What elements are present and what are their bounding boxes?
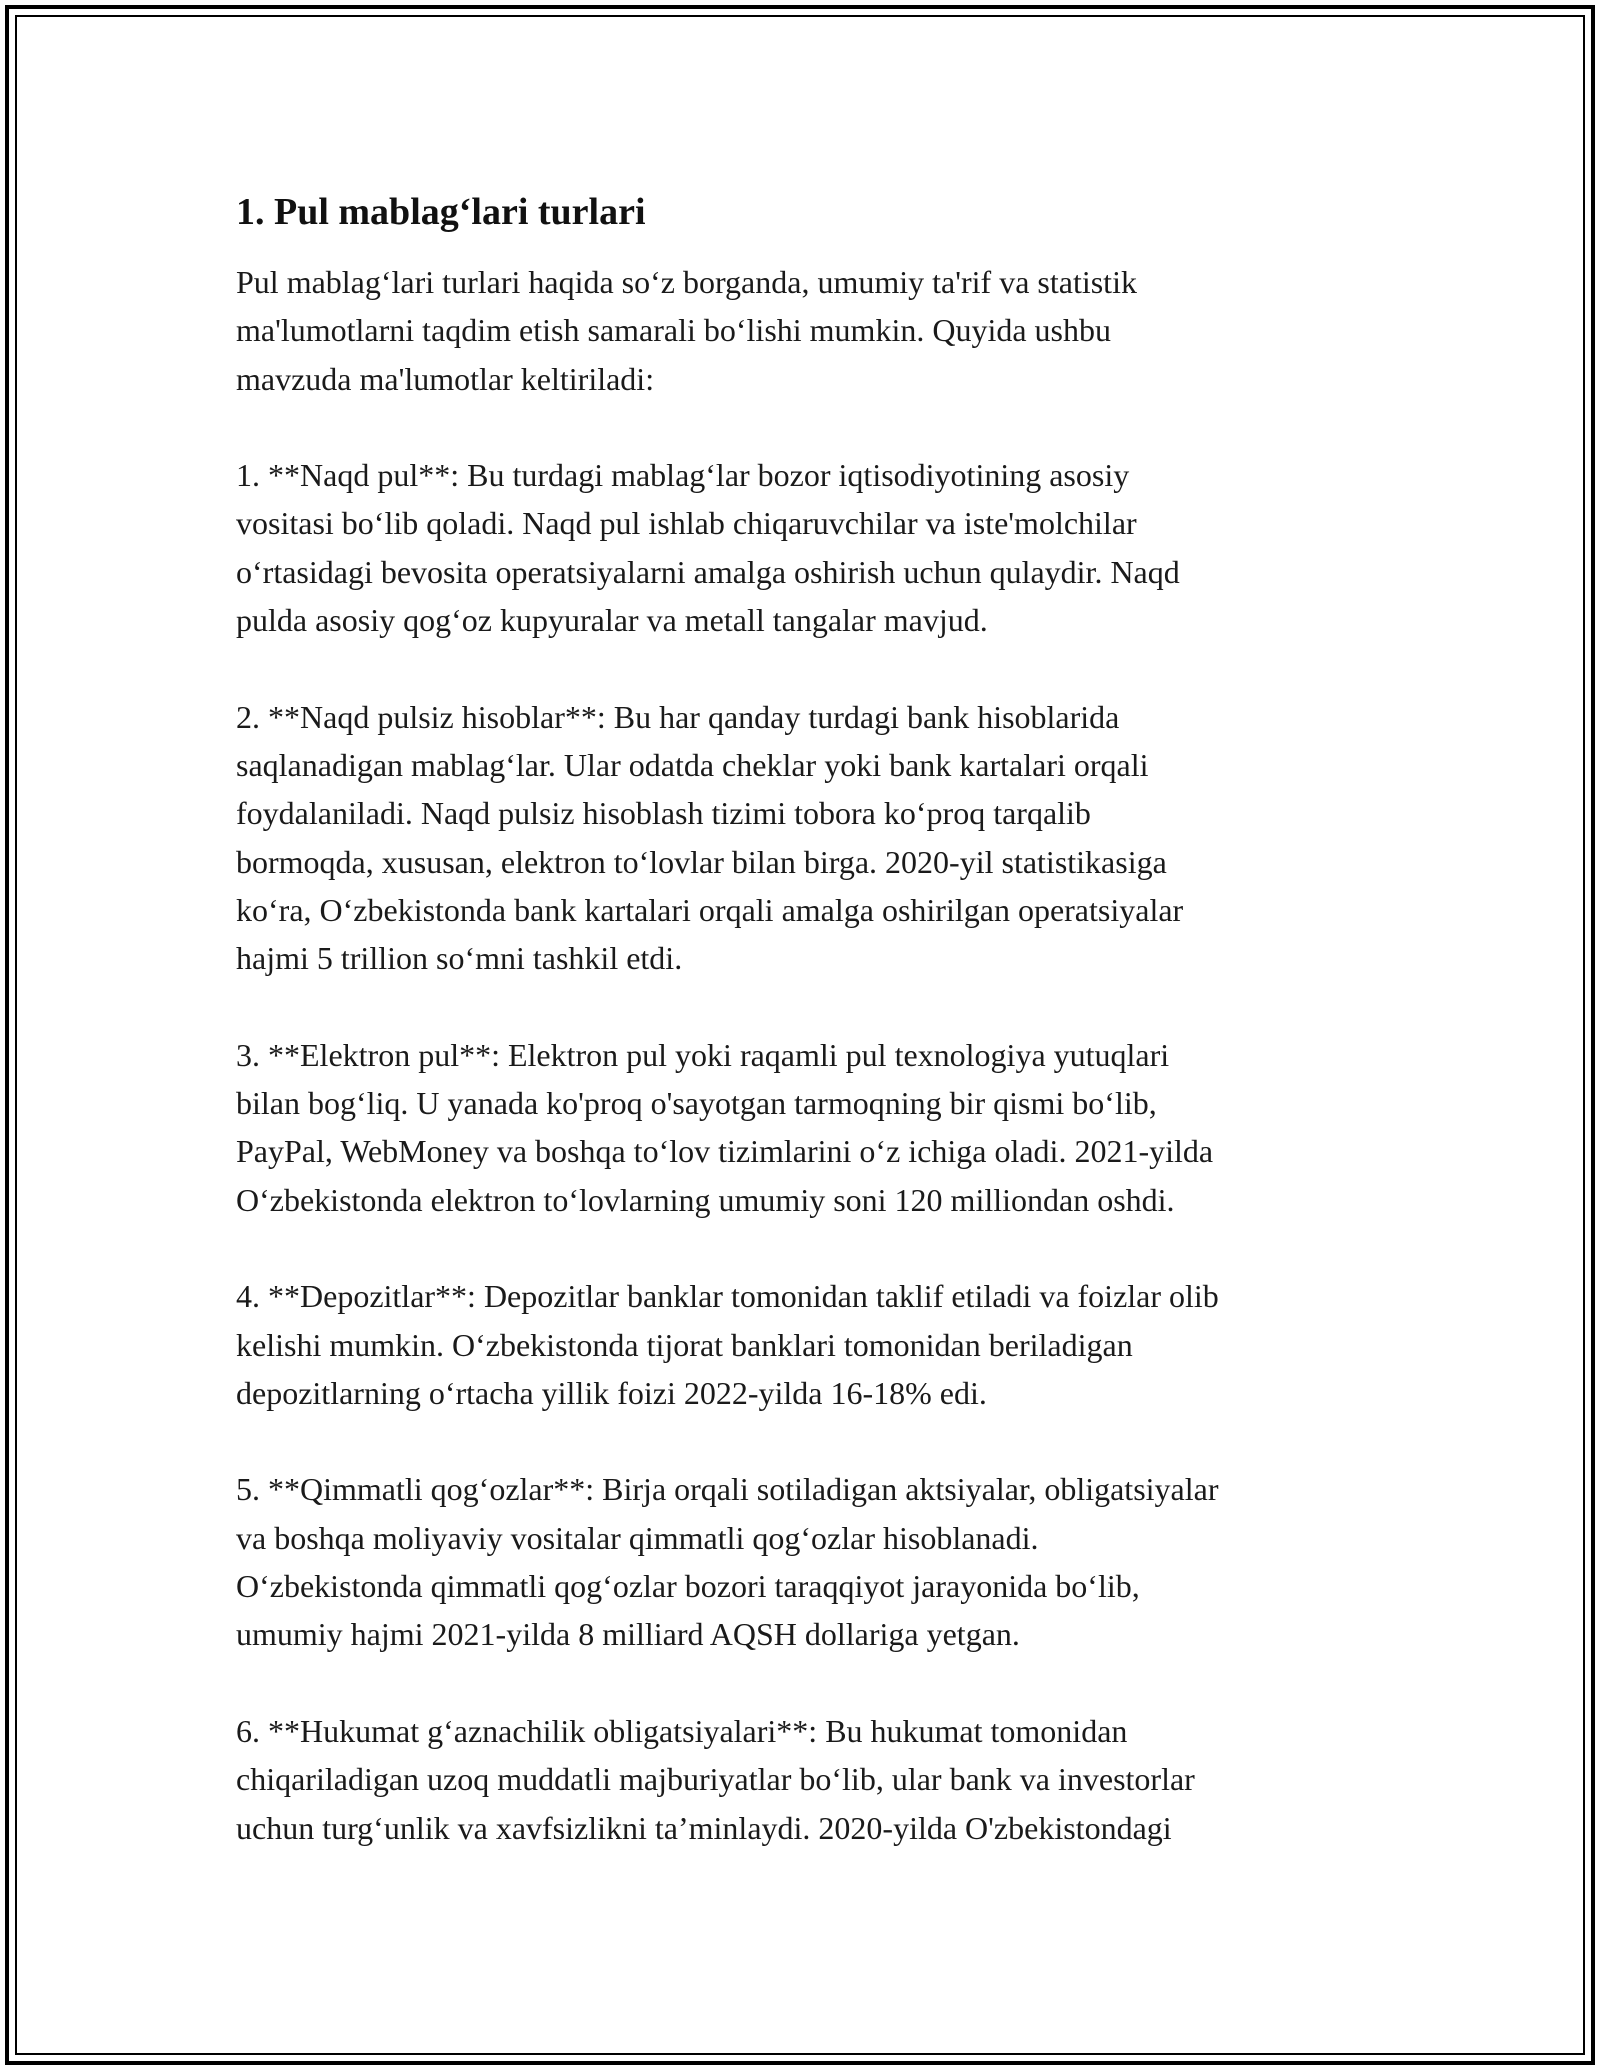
text-line: 1. **Naqd pul**: Bu turdagi mablag‘lar bozor iqtisodiyotining asosiy [236, 457, 1130, 494]
text-line: chiqariladigan uzoq muddatli majburiyatlar bo‘lib, ular bank va investorlar [236, 1761, 1195, 1798]
text-line: mavzuda ma'lumotlar keltiriladi: [236, 360, 655, 397]
paragraph-qimmatli-qogozlar [236, 1465, 1386, 1658]
text-line: bormoqda, xususan, elektron to‘lovlar bilan birga. 2020-yil statistikasiga [236, 843, 1167, 880]
document-body [236, 188, 1386, 1900]
paragraph-hukumat-obligatsiyalari [236, 1707, 1386, 1852]
text-line: 4. **Depozitlar**: Depozitlar banklar tomonidan taklif etiladi va foizlar olib [236, 1278, 1219, 1315]
paragraph-intro [236, 258, 1386, 403]
text-line: foydalaniladi. Naqd pulsiz hisoblash tizimi tobora ko‘proq tarqalib [236, 795, 1091, 832]
text-line: 3. **Elektron pul**: Elektron pul yoki raqamli pul texnologiya yutuqlari [236, 1036, 1170, 1073]
text-line: 5. **Qimmatli qog‘ozlar**: Birja orqali sotiladigan aktsiyalar, obligatsiyalar [236, 1471, 1219, 1508]
text-line: hajmi 5 trillion so‘mni tashkil etdi. [236, 940, 683, 977]
text-line: ma'lumotlarni taqdim etish samarali bo‘lishi mumkin. Quyida ushbu [236, 312, 1111, 349]
text-line: O‘zbekistonda elektron to‘lovlarning umumiy soni 120 milliondan oshdi. [236, 1181, 1175, 1218]
text-line: saqlanadigan mablag‘lar. Ular odatda cheklar yoki bank kartalari orqali [236, 746, 1149, 783]
document-title: 1. Pul mablag‘lari turlari [236, 191, 646, 233]
text-line: ko‘ra, O‘zbekistonda bank kartalari orqali amalga oshirilgan operatsiyalar [236, 891, 1184, 928]
text-line: pulda asosiy qog‘oz kupyuralar va metall tangalar mavjud. [236, 602, 988, 639]
text-line: PayPal, WebMoney va boshqa to‘lov tizimlarini o‘z ichiga oladi. 2021-yilda [236, 1133, 1214, 1170]
text-line: bilan bog‘liq. U yanada ko'proq o'sayotgan tarmoqning bir qismi bo‘lib, [236, 1085, 1157, 1122]
text-line: Pul mablag‘lari turlari haqida so‘z borganda, umumiy ta'rif va statistik [236, 264, 1137, 300]
text-line: kelishi mumkin. O‘zbekistonda tijorat banklari tomonidan beriladigan [236, 1326, 1133, 1363]
text-line: uchun turg‘unlik va xavfsizlikni ta’minlaydi. 2020-yilda O'zbekistondagi [236, 1809, 1172, 1846]
text-line: 2. **Naqd pulsiz hisoblar**: Bu har qanday turdagi bank hisoblarida [236, 698, 1120, 735]
text-line: vositasi bo‘lib qoladi. Naqd pul ishlab chiqaruvchilar va iste'molchilar [236, 505, 1137, 542]
paragraph-naqd-pul [236, 451, 1386, 644]
text-line: 6. **Hukumat g‘aznachilik obligatsiyalari**: Bu hukumat tomonidan [236, 1712, 1128, 1749]
text-line: depozitlarning o‘rtacha yillik foizi 2022-yilda 16-18% edi. [236, 1374, 987, 1411]
text-line: umumiy hajmi 2021-yilda 8 milliard AQSH dollariga yetgan. [236, 1616, 1020, 1653]
paragraph-depozitlar [236, 1272, 1386, 1417]
paragraph-naqd-pulsiz [236, 693, 1386, 983]
text-line: va boshqa moliyaviy vositalar qimmatli qog‘ozlar hisoblanadi. [236, 1519, 1039, 1556]
paragraph-elektron-pul [236, 1031, 1386, 1224]
text-line: o‘rtasidagi bevosita operatsiyalarni amalga oshirish uchun qulaydir. Naqd [236, 553, 1180, 590]
text-line: O‘zbekistonda qimmatli qog‘ozlar bozori taraqqiyot jarayonida bo‘lib, [236, 1568, 1140, 1605]
